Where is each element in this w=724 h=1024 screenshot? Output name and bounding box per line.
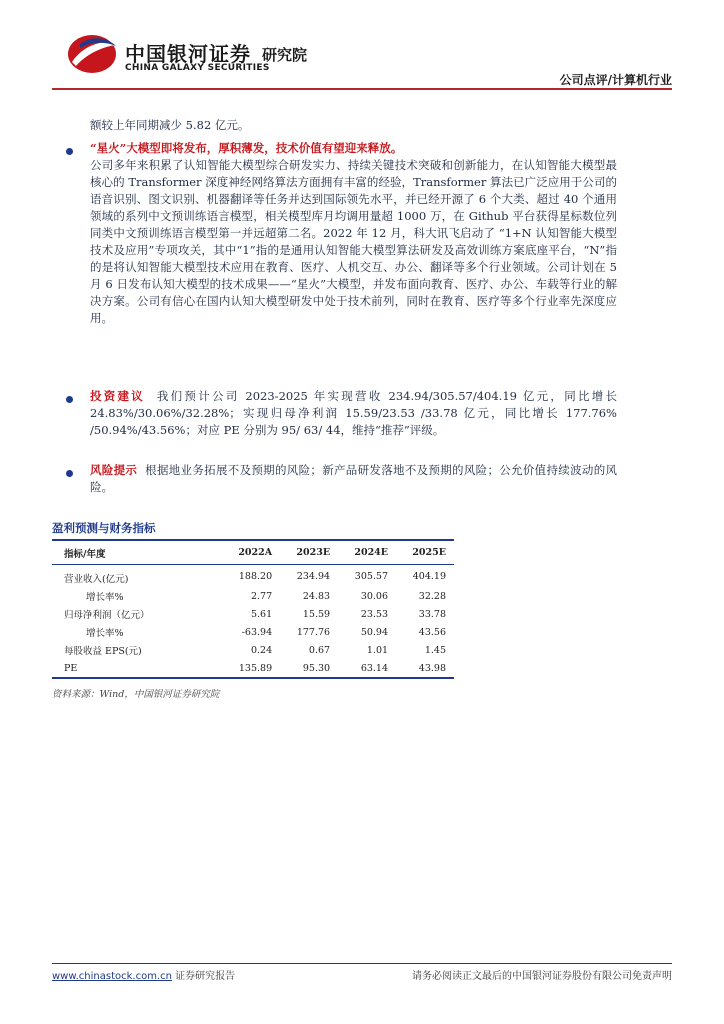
row-label: 增长率%	[86, 592, 124, 603]
xinghuo-headline: “星火”大模型即将发布，厚积薄发，技术价值有望迎来释放。	[90, 141, 403, 155]
table-cell: 30.06	[360, 590, 389, 602]
investment-label: 投资建议	[90, 389, 146, 403]
table-cell: 43.56	[418, 626, 446, 638]
footer-disclaimer: 请务必阅读正文最后的中国银河证券股份有限公司免责声明	[412, 971, 672, 982]
bullet-paragraph-investment	[90, 388, 617, 439]
row-label: PE	[52, 659, 222, 678]
footer-divider	[52, 963, 672, 964]
table-header-row	[52, 541, 454, 565]
row-label: 增长率%	[86, 628, 124, 639]
row-label: 归母净利润（亿元）	[64, 610, 150, 621]
header-cell: 指标/年度	[52, 541, 222, 565]
table-cell: 23.53	[360, 608, 389, 620]
bullet-paragraph-xinghuo	[90, 140, 617, 327]
website-link[interactable]: www.chinastock.com.cn	[52, 971, 172, 982]
table-cell: 1.45	[424, 644, 446, 656]
intro-text: 额较上年同期减少 5.82 亿元。	[90, 118, 250, 132]
table-cell: 0.67	[308, 644, 331, 656]
brand-name-cn: 中国银河证券	[125, 42, 251, 66]
table-row	[52, 659, 454, 678]
galaxy-logo-icon	[66, 32, 122, 80]
bullet-dot-icon	[66, 470, 73, 477]
financial-forecast-table	[52, 541, 454, 679]
table-row	[52, 605, 454, 623]
report-category: 公司点评/计算机行业	[559, 73, 672, 87]
bullet-dot-icon	[66, 148, 73, 155]
table-cell: 33.78	[418, 608, 446, 620]
intro-paragraph	[90, 117, 617, 134]
table-cell: -63.94	[241, 626, 273, 638]
bullet-dot-icon	[66, 396, 73, 403]
table-cell: 305.57	[354, 570, 389, 582]
investment-text: 我们预计公司 2023-2025 年实现营收 234.94/305.57/404.19 亿元，同比增长 24.83%/30.06%/32.28%；实现归母净利润 15.59/23.53 /33.78 亿元，同比增长 177.76% /50.94%/43.56%；对应 PE 分别为 95/ 63/ 44，维持“推荐”评级。	[90, 389, 617, 437]
table-cell: 2.77	[250, 590, 273, 602]
table-cell: 15.59	[302, 608, 331, 620]
header-divider	[52, 88, 672, 90]
brand-subtitle: 研究院	[262, 46, 308, 64]
table-title: 盈利预测与财务指标	[52, 521, 156, 535]
table-cell: 95.30	[280, 659, 338, 678]
risk-label: 风险提示	[90, 463, 138, 477]
header-cell: 2023E	[280, 541, 338, 565]
table-cell: 188.20	[238, 570, 273, 582]
table-cell: 135.89	[222, 659, 280, 678]
table-row	[52, 587, 454, 605]
table-cell: 404.19	[412, 570, 446, 582]
bullet-paragraph-risk	[90, 462, 617, 496]
table-cell: 24.83	[302, 590, 331, 602]
table-cell: 0.24	[250, 644, 273, 656]
table-row	[52, 623, 454, 641]
risk-text: 根据地业务拓展不及预期的风险；新产品研发落地不及预期的风险；公允价值持续波动的风险。	[90, 463, 617, 494]
header-cell: 2025E	[396, 541, 454, 565]
table-row	[52, 641, 454, 659]
row-label: 每股收益 EPS(元)	[64, 646, 142, 657]
table-cell: 50.94	[360, 626, 389, 638]
row-label: 营业收入(亿元)	[64, 574, 129, 585]
footer-left	[52, 967, 235, 982]
footer-report-type: 证券研究报告	[171, 971, 236, 982]
table-cell: 234.94	[296, 570, 331, 582]
table-cell: 177.76	[296, 626, 331, 638]
table-cell: 5.61	[250, 608, 273, 620]
header-cell: 2022A	[222, 541, 280, 565]
table-source-note: 资料来源：Wind，中国银河证券研究院	[52, 689, 220, 700]
xinghuo-text: 公司多年来积累了认知智能大模型综合研发实力、持续关键技术突破和创新能力，在认知智能大模型最核心的 Transformer 深度神经网络算法方面拥有丰富的经验，Transformer 算法已广泛应用于公司的语音识别、图文识别、机器翻译等任务并达到国际领先水平，并已经开源了 6 个大类、超过 40 个通用领域的系列中文预训练语言模型，相关模型库月均调用量超 1000 万，在 Github 平台获得星标数位列同类中文预训练语言模型第一并远超第二名。2022 年 12 月，科大讯飞启动了 “1+N 认知智能大模型技术及应用”专项攻关，其中“1”指的是通用认知智能大模型算法研发及高效训练方案底座平台，“N”指的是将认知智能大模型技术应用在教育、医疗、人机交互、办公、翻译等多个行业领域。公司计划在 5 月 6 日发布认知大模型的技术成果——“星火”大模型，并发布面向教育、医疗、办公、车载等行业的解决方案。公司有信心在国内认知大模型研发中处于技术前列，同时在教育、医疗等多个行业率先深度应用。	[90, 158, 617, 325]
table-cell: 43.98	[396, 659, 454, 678]
table-cell: 1.01	[366, 644, 389, 656]
brand-name-en: CHINA GALAXY SECURITIES	[125, 63, 270, 73]
table-cell: 32.28	[418, 590, 446, 602]
table-row	[52, 565, 454, 588]
header-cell: 2024E	[338, 541, 396, 565]
table-cell: 63.14	[338, 659, 396, 678]
